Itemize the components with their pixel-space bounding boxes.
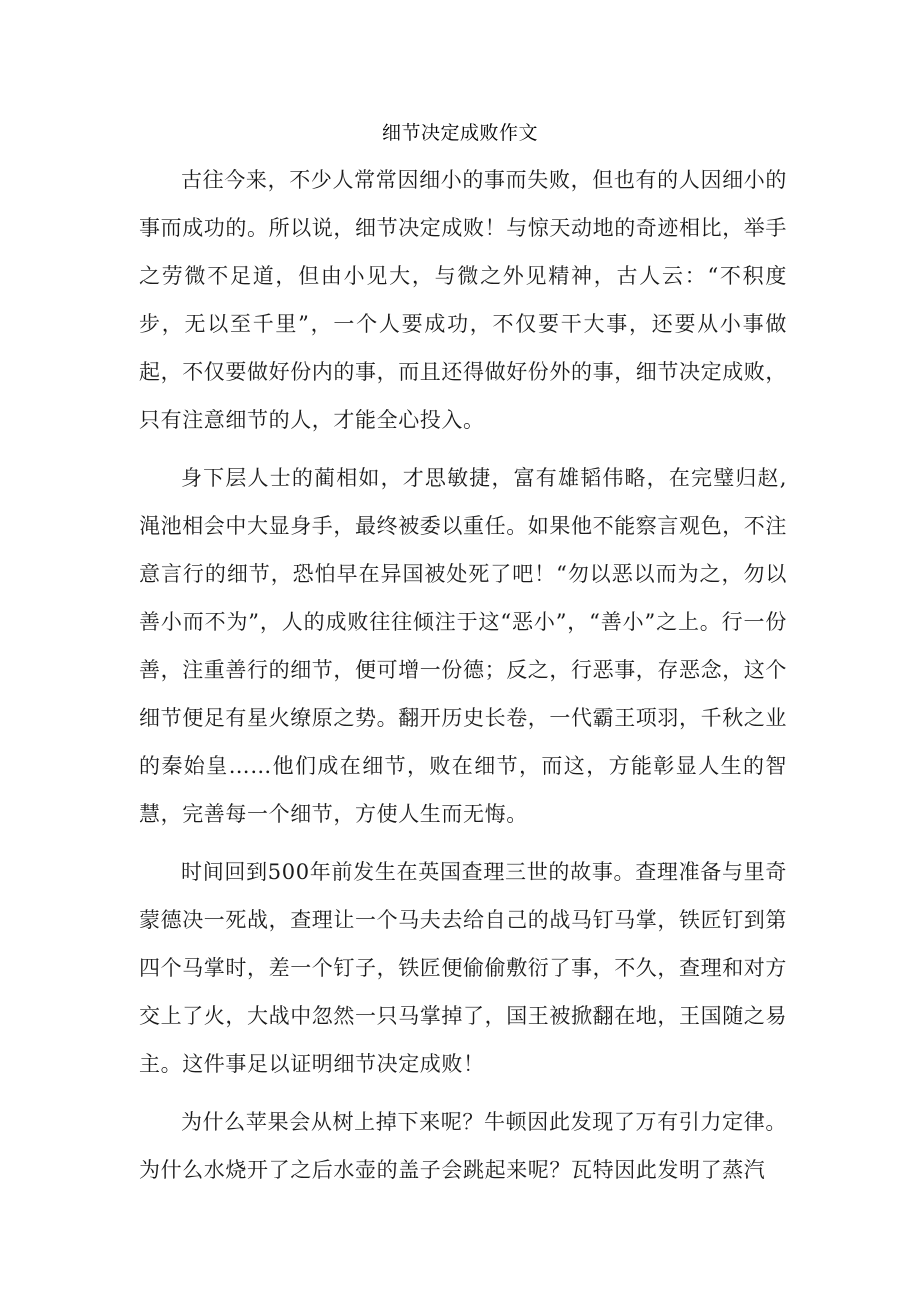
paragraph: 身下层人士的蔺相如，才思敏捷，富有雄韬伟略，在完璧归赵,渑池相会中大显身手，最终被委以重任。如果他不能察言观色，不注意言行的细节，恐怕早在异国被处死了吧！“勿以恶以而为之，勿以善小而不为”，人的成败往往倾注于这“恶小”，“善小”之上。行一份善，注重善行的细节，便可增一份德；反之，行恶事，存恶念，这个细节便足有星火缭原之势。翻开历史长卷，一代霸王项羽，千秋之业的秦始皇……他们成在细节，败在细节，而这，方能彰显人生的智慧，完善每一个细节，方使人生而无悔。 — [139, 466, 787, 826]
paragraph: 古往今来，不少人常常因细小的事而失败，但也有的人因细小的事而成功的。所以说，细节决定成败！与惊天动地的奇迹相比，举手之劳微不足道，但由小见大，与微之外见精神，古人云：“不积度步，无以至千里”，一个人要成功，不仅要干大事，还要从小事做起，不仅要做好份内的事，而且还得做好份外的事，细节决定成败，只有注意细节的人，才能全心投入。 — [139, 168, 787, 432]
paragraph: 为什么苹果会从树上掉下来呢？牛顿因此发现了万有引力定律。为什么水烧开了之后水壶的盖子会跳起来呢？瓦特因此发明了蒸汽 — [139, 1110, 787, 1182]
paragraph: 时间回到500年前发生在英国查理三世的故事。查理准备与里奇蒙德决一死战，查理让一个马夫去给自己的战马钉马掌，铁匠钉到第四个马掌时，差一个钉子，铁匠便偷偷敷衍了事，不久，查理和对方交上了火，大战中忽然一只马掌掉了，国王被掀翻在地，王国随之易主。这件事足以证明细节决定成败！ — [139, 860, 787, 1076]
essay-body — [139, 156, 787, 1204]
page-title: 细节决定成败作文 — [381, 122, 538, 144]
